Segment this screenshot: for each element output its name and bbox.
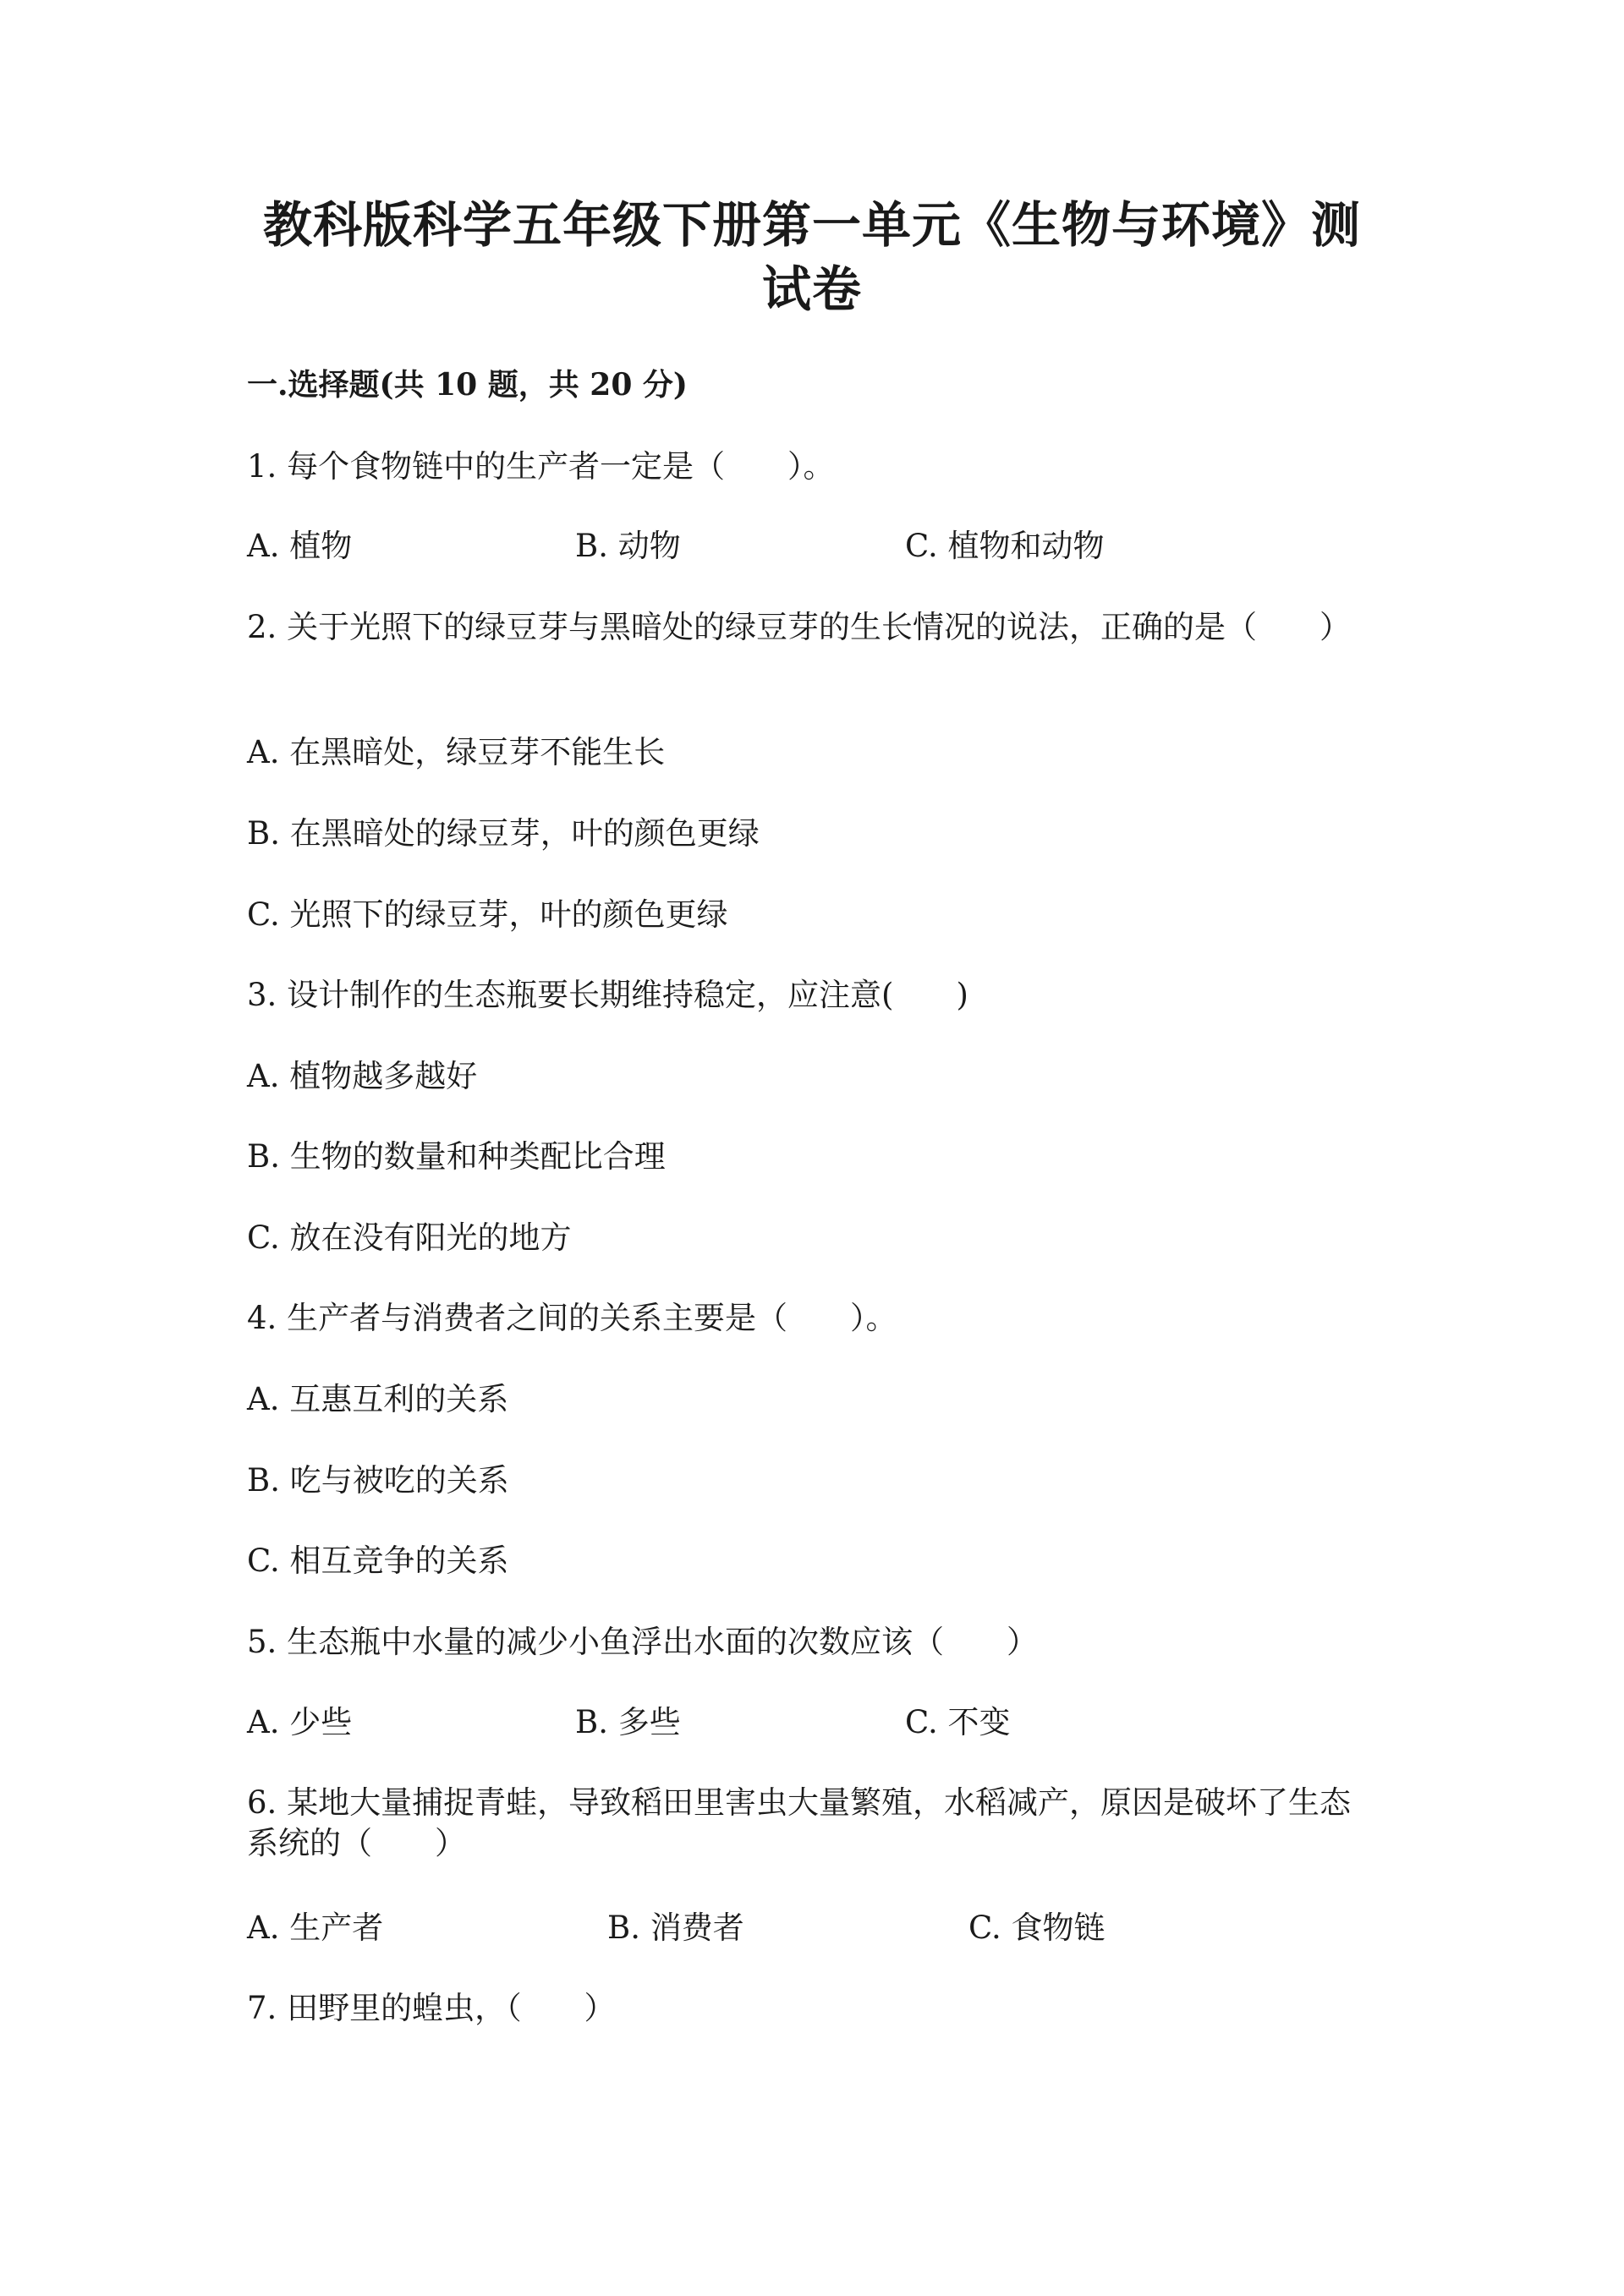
question-6-option-a: A. 生产者 [247, 1910, 384, 1946]
question-2-option-a: A. 在黑暗处，绿豆芽不能生长 [247, 734, 666, 770]
question-4-stem: 4. 生产者与消费者之间的关系主要是（ ）。 [247, 1300, 897, 1336]
question-5-stem: 5. 生态瓶中水量的减少小鱼浮出水面的次数应该（ ） [247, 1624, 1039, 1660]
question-7-stem: 7. 田野里的蝗虫，（ ） [247, 1990, 616, 2026]
section-heading-multiple-choice: 一.选择题(共 10 题，共 20 分) [247, 367, 688, 403]
question-4-option-b: B. 吃与被吃的关系 [247, 1462, 509, 1499]
question-3-stem: 3. 设计制作的生态瓶要长期维持稳定，应注意( ) [247, 977, 968, 1013]
question-1-option-c: C. 植物和动物 [905, 528, 1105, 564]
question-6-option-b: B. 消费者 [607, 1910, 744, 1946]
question-3-option-c: C. 放在没有阳光的地方 [247, 1219, 572, 1256]
question-5-option-a: A. 少些 [247, 1704, 353, 1740]
question-5-option-b: B. 多些 [575, 1704, 681, 1740]
question-1-option-b: B. 动物 [575, 528, 681, 564]
question-4-option-c: C. 相互竞争的关系 [247, 1543, 509, 1579]
question-4-option-a: A. 互惠互利的关系 [247, 1381, 509, 1417]
question-6-option-c: C. 食物链 [968, 1910, 1106, 1946]
question-2-stem: 2. 关于光照下的绿豆芽与黑暗处的绿豆芽的生长情况的说法，正确的是（ ） [247, 609, 1352, 645]
question-6-stem: 6. 某地大量捕捉青蛙，导致稻田里害虫大量繁殖，水稻减产，原因是破坏了生态系统的（ ） [247, 1784, 1352, 1861]
question-3-option-a: A. 植物越多越好 [247, 1058, 478, 1094]
question-5-option-c: C. 不变 [905, 1704, 1011, 1740]
question-2-option-c: C. 光照下的绿豆芽，叶的颜色更绿 [247, 896, 728, 933]
question-2-option-b: B. 在黑暗处的绿豆芽，叶的颜色更绿 [247, 815, 760, 852]
exam-title: 教科版科学五年级下册第一单元《生物与环境》测试卷 [262, 196, 1361, 318]
question-1-stem: 1. 每个食物链中的生产者一定是（ ）。 [247, 448, 835, 485]
question-1-option-a: A. 植物 [247, 528, 353, 564]
question-3-option-b: B. 生物的数量和种类配比合理 [247, 1138, 666, 1175]
